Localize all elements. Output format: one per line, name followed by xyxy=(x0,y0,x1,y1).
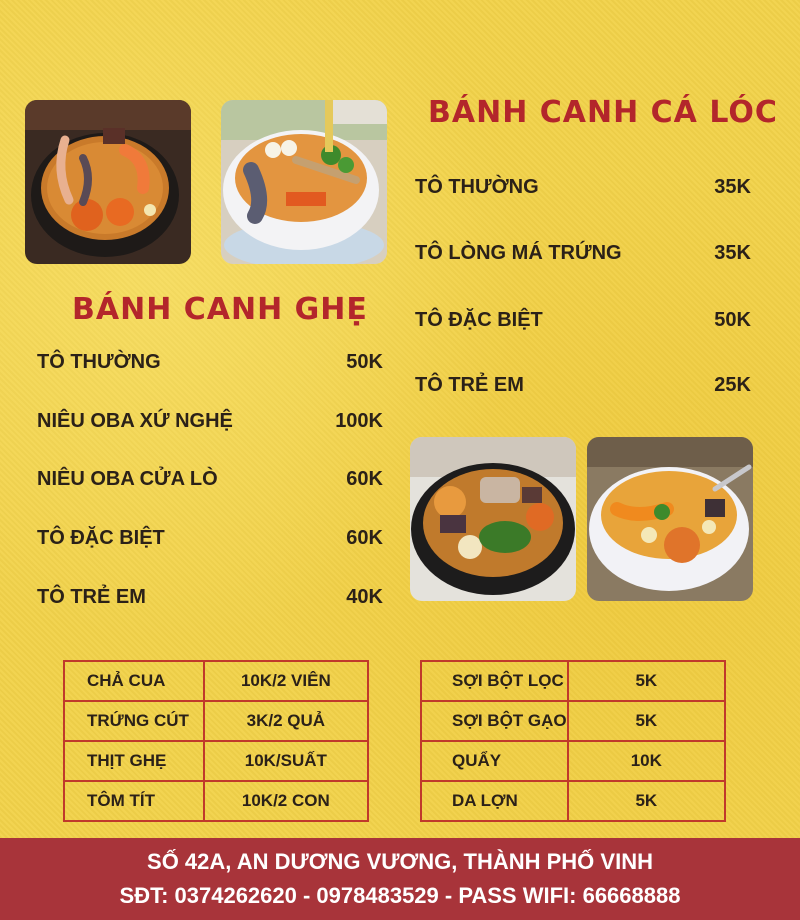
menu-item xyxy=(415,370,751,400)
menu-item-price: 50K xyxy=(714,308,751,331)
menu-item-name: NIÊU OBA XỨ NGHỆ xyxy=(37,409,233,432)
menu-item-price: 35K xyxy=(714,175,751,198)
ca-loc-menu-list xyxy=(415,172,751,402)
extra-price: 5K xyxy=(568,701,725,741)
footer-banner xyxy=(0,838,800,920)
menu-item-name: TÔ THƯỜNG xyxy=(37,350,161,373)
menu-item xyxy=(415,172,751,202)
footer-address: SỐ 42A, AN DƯƠNG VƯƠNG, THÀNH PHỐ VINH xyxy=(147,849,653,874)
table-row xyxy=(421,781,725,821)
extra-price: 10K/2 VIÊN xyxy=(204,661,368,701)
extra-price: 10K/SUẤT xyxy=(204,741,368,781)
crab-noodle-clay-pot-photo xyxy=(25,100,191,264)
extra-name: TRỨNG CÚT xyxy=(64,701,204,741)
footer-contact: SĐT: 0374262620 - 0978483529 - PASS WIFI: 66668888 xyxy=(119,883,681,908)
table-row xyxy=(421,701,725,741)
menu-item-price: 25K xyxy=(714,373,751,396)
extra-name: SỢI BỘT LỌC xyxy=(421,661,568,701)
menu-item-price: 60K xyxy=(346,467,383,490)
ghe-section-title: BÁNH CANH GHẸ xyxy=(72,292,368,327)
extra-price: 10K/2 CON xyxy=(204,781,368,821)
menu-item xyxy=(37,406,383,436)
ghe-menu-list xyxy=(37,347,383,617)
menu-item-name: NIÊU OBA CỬA LÒ xyxy=(37,467,218,490)
extra-name: CHẢ CUA xyxy=(64,661,204,701)
menu-item-name: TÔ ĐẶC BIỆT xyxy=(415,308,543,331)
menu-item xyxy=(37,347,383,377)
table-row xyxy=(64,781,368,821)
menu-item-name: TÔ TRẺ EM xyxy=(415,373,524,396)
menu-item xyxy=(37,523,383,553)
ca-loc-section-title: BÁNH CANH CÁ LÓC xyxy=(428,95,778,130)
table-row xyxy=(64,661,368,701)
extra-price: 5K xyxy=(568,781,725,821)
fish-noodle-clay-pot-photo xyxy=(410,437,576,601)
menu-item-name: TÔ LÒNG MÁ TRỨNG xyxy=(415,241,622,264)
extra-name: QUẨY xyxy=(421,741,568,781)
extra-price: 5K xyxy=(568,661,725,701)
menu-item-name: TÔ TRẺ EM xyxy=(37,585,146,608)
menu-item-name: TÔ THƯỜNG xyxy=(415,175,539,198)
menu-item-price: 60K xyxy=(346,526,383,549)
menu-item xyxy=(37,582,383,612)
menu-item-price: 40K xyxy=(346,585,383,608)
table-row xyxy=(64,701,368,741)
menu-item xyxy=(415,305,751,335)
extra-price: 10K xyxy=(568,741,725,781)
crab-noodle-bowl-photo xyxy=(221,100,387,264)
extra-price: 3K/2 QUẢ xyxy=(204,701,368,741)
extra-name: THỊT GHẸ xyxy=(64,741,204,781)
extra-name: DA LỢN xyxy=(421,781,568,821)
menu-item-price: 35K xyxy=(714,241,751,264)
menu-item-name: TÔ ĐẶC BIỆT xyxy=(37,526,165,549)
menu-item-price: 100K xyxy=(335,409,383,432)
table-row xyxy=(421,661,725,701)
fish-noodle-bowl-photo xyxy=(587,437,753,601)
extra-name: SỢI BỘT GẠO xyxy=(421,701,568,741)
menu-item xyxy=(415,238,751,268)
menu-item xyxy=(37,464,383,494)
extras-table-right xyxy=(420,660,726,822)
extras-table-left xyxy=(63,660,369,822)
table-row xyxy=(421,741,725,781)
table-row xyxy=(64,741,368,781)
extra-name: TÔM TÍT xyxy=(64,781,204,821)
menu-item-price: 50K xyxy=(346,350,383,373)
